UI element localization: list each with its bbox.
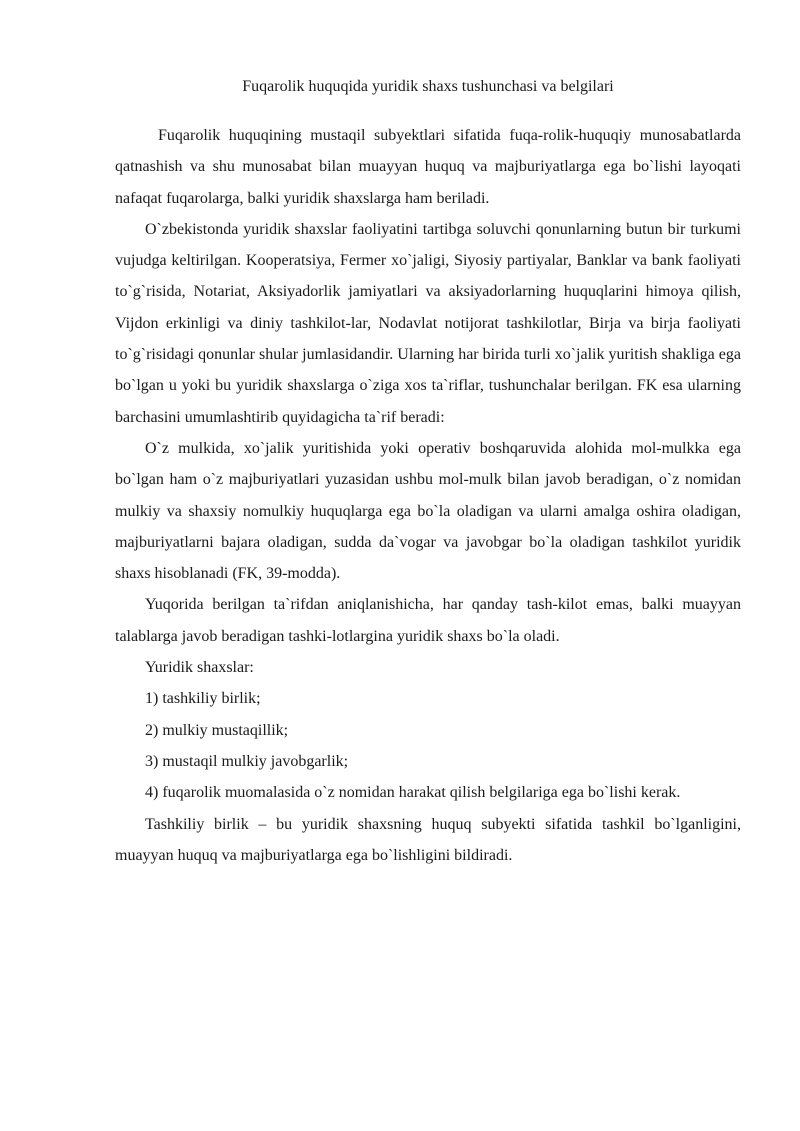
list-heading: Yuridik shaxslar: <box>145 659 254 677</box>
list-item-1: 1) tashkiliy birlik; <box>145 690 261 708</box>
paragraph-definition: O`z mulkida, xo`jalik yuritishida yoki operativ boshqaruvida alohida mol-mulkka ega bo`lgan ham o`z majburiyatlari yuzasidan ushbu mol-mulk bilan javob beradigan, o`z nomidan mulkiy va shaxsiy nomulkiy huquqlarga ega bo`la oladigan va ularni amalga oshira oladigan, majburiyatlarni bajara oladigan, sudda da`vogar va javobgar bo`la oladigan tashkilot yuridik shaxs hisoblanadi (FK, 39-modda). <box>115 439 741 583</box>
list-item-3: 3) mustaqil mulkiy javobgarlik; <box>145 752 349 770</box>
list-item-2: 2) mulkiy mustaqillik; <box>145 721 289 739</box>
document-title: Fuqarolik huquqida yuridik shaxs tushunchasi va belgilari <box>242 78 614 95</box>
paragraph-requirements: Yuqorida berilgan ta`rifdan aniqlanishicha, har qanday tash-kilot emas, balki muayyan talablarga javob beradigan tashki-lotlargina yuridik shaxs bo`la oladi. <box>115 596 741 645</box>
list-item-4: 4) fuqarolik muomalasida o`z nomidan harakat qilish belgilariga ega bo`lishi kerak. <box>145 784 681 802</box>
paragraph-intro: Fuqarolik huquqining mustaqil subyektlari sifatida fuqa-rolik-huquqiy munosabatlarda qatnashish va shu munosabat bilan muayyan huquq va majburiyatlarga ega bo`lishi layoqati nafaqat fuqarolarga, balki yuridik shaxslarga ham beriladi. <box>115 127 741 207</box>
paragraph-organizational-unity: Tashkiliy birlik – bu yuridik shaxsning huquq subyekti sifatida tashkil bo`lganligini, muayyan huquq va majburiyatlarga ega bo`lishligini bildiradi. <box>115 815 741 864</box>
document-body <box>115 120 741 871</box>
paragraph-laws: O`zbekistonda yuridik shaxslar faoliyatini tartibga soluvchi qonunlarning butun bir turkumi vujudga keltirilgan. Kooperatsiya, Fermer xo`jaligi, Siyosiy partiyalar, Banklar va bank faoliyati to`g`risida, Notariat, Aksiyadorlik jamiyatlari va aksiyadorlarning huquqlarini himoya qilish, Vijdon erkinligi va diniy tashkilot-lar, Nodavlat notijorat tashkilotlar, Birja va birja faoliyati to`g`risidagi qonunlar shular jumlasidandir. Ularning har birida turli xo`jalik yuritish shakliga ega bo`lgan u yoki bu yuridik shaxslarga o`ziga xos ta`riflar, tushunchalar berilgan. FK esa ularning barchasini umumlashtirib quyidagicha ta`rif beradi: <box>115 220 741 426</box>
